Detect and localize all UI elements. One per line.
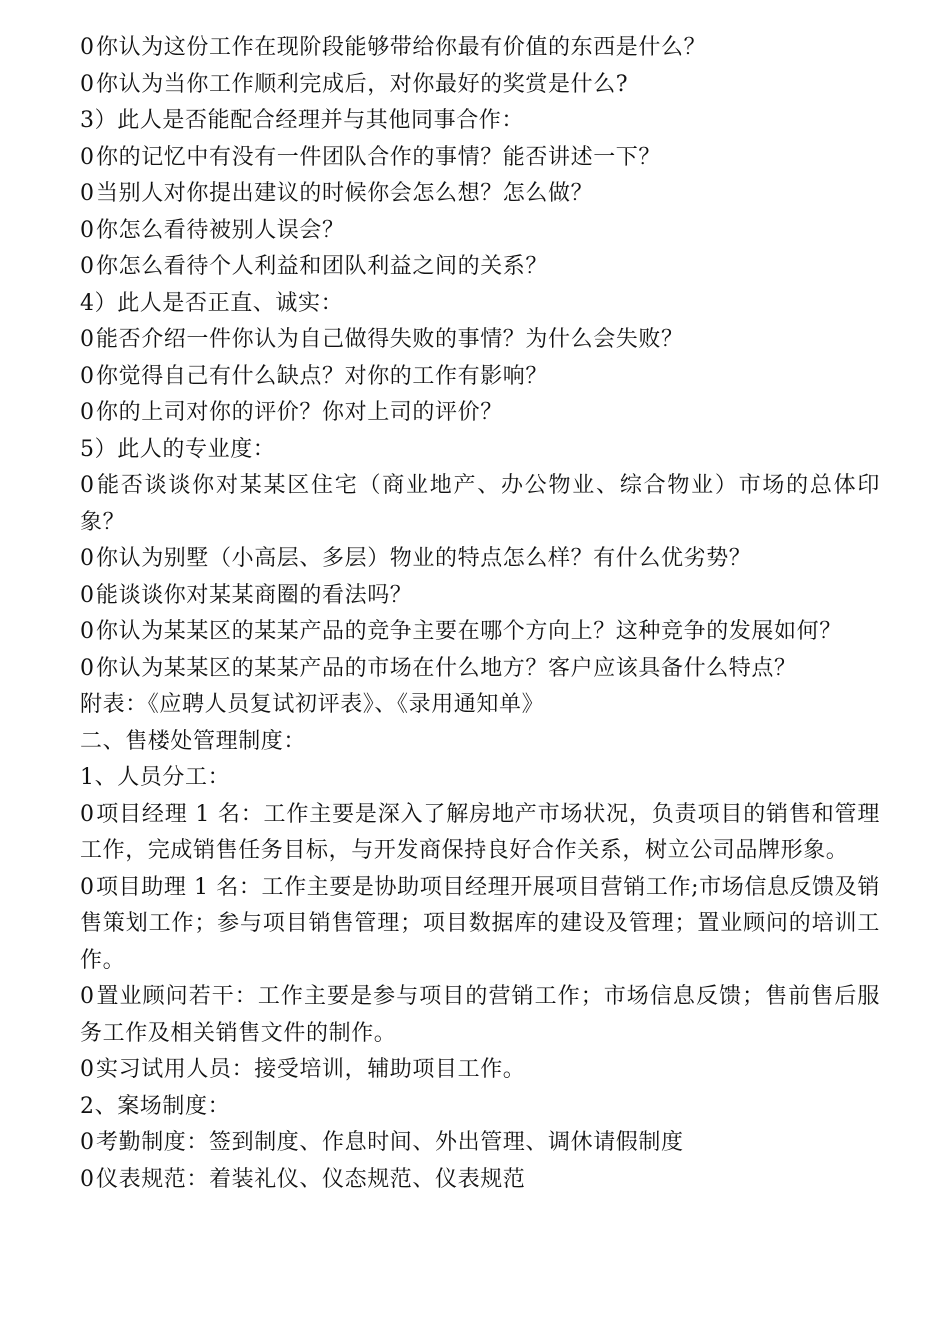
- paragraph-text: 能否谈谈你对某某区住宅（商业地产、办公物业、综合物业）市场的总体印象？: [80, 473, 880, 535]
- bullet-marker: 0: [80, 619, 95, 644]
- bullet-marker: 0: [80, 1057, 95, 1082]
- paragraph-text: 你的记忆中有没有一件团队合作的事情？能否讲述一下？: [96, 144, 662, 170]
- bullet-marker: 0: [80, 655, 95, 681]
- paragraph-text: 当别人对你提出建议的时候你会怎么想？怎么做？: [96, 181, 594, 206]
- bullet-paragraph: [80, 614, 880, 651]
- heading-paragraph: [80, 724, 880, 761]
- bullet-paragraph: [80, 468, 880, 541]
- paragraph-text: 你的上司对你的评价？你对上司的评价？: [96, 400, 503, 425]
- paragraph-text: 置业顾问若干：工作主要是参与项目的营销工作；市场信息反馈；售前售后服务工作及相关销售文件的制作。: [80, 984, 880, 1046]
- bullet-marker: 0: [80, 473, 95, 498]
- paragraph-text: 2、案场制度：: [80, 1093, 231, 1119]
- paragraph-text: 项目助理 1 名：工作主要是协助项目经理开展项目营销工作;市场信息反馈及销售策划工作；参与项目销售管理；项目数据库的建设及管理；置业顾问的培训工作。: [80, 874, 880, 973]
- heading-paragraph: [80, 687, 880, 724]
- bullet-paragraph: [80, 797, 880, 870]
- bullet-marker: 0: [80, 1166, 95, 1192]
- bullet-paragraph: [80, 30, 880, 67]
- bullet-marker: 0: [80, 144, 95, 170]
- document-body: [80, 30, 880, 1198]
- bullet-marker: 0: [80, 217, 95, 243]
- bullet-paragraph: [80, 979, 880, 1052]
- paragraph-text: 能谈谈你对某某商圈的看法吗？: [96, 582, 413, 608]
- bullet-paragraph: [80, 213, 880, 250]
- paragraph-text: 实习试用人员：接受培训，辅助项目工作。: [96, 1057, 526, 1082]
- heading-paragraph: [80, 760, 880, 797]
- bullet-marker: 0: [80, 874, 95, 900]
- bullet-marker: 0: [80, 1130, 95, 1155]
- paragraph-text: 你认为这份工作在现阶段能够带给你最有价值的东西是什么？: [96, 35, 707, 60]
- paragraph-text: 1、人员分工：: [80, 765, 231, 790]
- paragraph-text: 你怎么看待个人利益和团队利益之间的关系？: [96, 254, 549, 279]
- bullet-paragraph: [80, 322, 880, 359]
- bullet-paragraph: [80, 395, 880, 432]
- bullet-marker: 0: [80, 546, 95, 571]
- paragraph-text: 4）此人是否正直、诚实：: [80, 290, 344, 316]
- bullet-marker: 0: [80, 35, 95, 60]
- bullet-paragraph: [80, 1125, 880, 1162]
- bullet-marker: 0: [80, 71, 95, 97]
- paragraph-text: 你认为某某区的某某产品的竞争主要在哪个方向上？这种竞争的发展如何？: [96, 619, 842, 644]
- bullet-marker: 0: [80, 181, 95, 206]
- paragraph-text: 附表：《应聘人员复试初评表》、《录用通知单》: [80, 692, 545, 717]
- bullet-marker: 0: [80, 327, 95, 352]
- paragraph-text: 5）此人的专业度：: [80, 436, 276, 462]
- bullet-marker: 0: [80, 400, 95, 425]
- bullet-marker: 0: [80, 984, 95, 1009]
- bullet-paragraph: [80, 176, 880, 213]
- bullet-paragraph: [80, 359, 880, 396]
- paragraph-text: 你认为某某区的某某产品的市场在什么地方？客户应该具备什么特点？: [96, 655, 797, 681]
- bullet-paragraph: [80, 249, 880, 286]
- paragraph-text: 项目经理 1 名：工作主要是深入了解房地产市场状况，负责项目的销售和管理工作，完成销售任务目标，与开发商保持良好合作关系，树立公司品牌形象。: [80, 801, 880, 863]
- paragraph-text: 仪表规范：着装礼仪、仪态规范、仪表规范: [96, 1166, 526, 1192]
- heading-paragraph: [80, 286, 880, 323]
- bullet-paragraph: [80, 541, 880, 578]
- paragraph-text: 能否介绍一件你认为自己做得失败的事情？为什么会失败？: [96, 327, 684, 352]
- bullet-paragraph: [80, 870, 880, 980]
- bullet-paragraph: [80, 1052, 880, 1089]
- bullet-marker: 0: [80, 254, 95, 279]
- bullet-paragraph: [80, 140, 880, 177]
- paragraph-text: 你怎么看待被别人误会？: [96, 217, 345, 243]
- paragraph-text: 二、售楼处管理制度：: [80, 728, 307, 754]
- paragraph-text: 你认为别墅（小高层、多层）物业的特点怎么样？有什么优劣势？: [96, 546, 752, 571]
- bullet-marker: 0: [80, 582, 95, 608]
- bullet-paragraph: [80, 578, 880, 615]
- paragraph-text: 你觉得自己有什么缺点？对你的工作有影响？: [96, 363, 549, 389]
- paragraph-text: 你认为当你工作顺利完成后，对你最好的奖赏是什么?: [96, 71, 629, 97]
- bullet-paragraph: [80, 651, 880, 688]
- paragraph-text: 考勤制度：签到制度、作息时间、外出管理、调休请假制度: [96, 1130, 684, 1155]
- bullet-paragraph: [80, 1162, 880, 1199]
- bullet-marker: 0: [80, 801, 95, 827]
- bullet-paragraph: [80, 67, 880, 104]
- bullet-marker: 0: [80, 363, 95, 389]
- heading-paragraph: [80, 103, 880, 140]
- heading-paragraph: [80, 1089, 880, 1126]
- heading-paragraph: [80, 432, 880, 469]
- paragraph-text: 3）此人是否能配合经理并与其他同事合作：: [80, 108, 524, 133]
